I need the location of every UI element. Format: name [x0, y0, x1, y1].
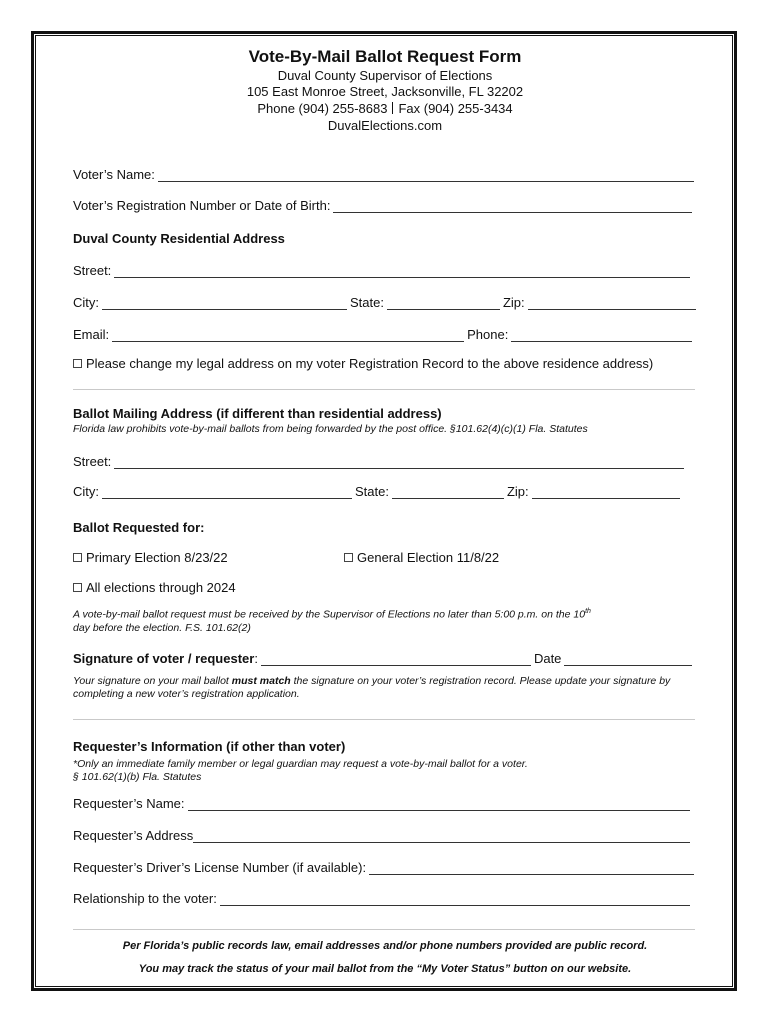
- general-election-label: General Election 11/8/22: [357, 550, 500, 565]
- requester-license-label: Requester’s Driver’s License Number (if available):: [73, 860, 367, 875]
- office-fax: Fax (904) 255-3434: [398, 101, 513, 116]
- section-divider: [73, 389, 695, 390]
- mailing-city-input[interactable]: [102, 488, 352, 499]
- checkbox-square[interactable]: [73, 359, 82, 368]
- residential-zip-input[interactable]: [528, 299, 696, 310]
- signature-row: [73, 651, 695, 666]
- mailing-street-input[interactable]: [114, 458, 684, 469]
- requester-name-input[interactable]: [188, 800, 690, 811]
- general-election-checkbox[interactable]: [344, 550, 499, 565]
- office-address: 105 East Monroe Street, Jacksonville, FL 32202: [246, 84, 524, 99]
- section-divider: [73, 719, 695, 720]
- tracking-notice: You may track the status of your mail ballot from the “My Voter Status” button on our website.: [138, 963, 632, 975]
- phone-label: Phone:: [467, 327, 509, 342]
- deadline-note: [73, 605, 698, 635]
- requester-note-line2: § 101.62(1)(b) Fla. Statutes: [73, 771, 202, 783]
- date-label: Date: [533, 651, 562, 666]
- residential-city-row: [73, 295, 699, 310]
- requester-name-field[interactable]: [73, 796, 693, 811]
- deadline-note-b: day before the election. F.S. 101.62(2): [73, 621, 251, 634]
- relationship-field[interactable]: [73, 891, 693, 906]
- voter-name-label: Voter’s Name:: [73, 167, 155, 182]
- checkbox-square[interactable]: [344, 553, 353, 562]
- deadline-note-a: A vote-by-mail ballot request must be received by the Supervisor of Elections no later than 5:00 p.m. on the 10: [73, 608, 586, 621]
- signature-note-a: Your signature on your mail ballot: [73, 675, 232, 687]
- signature-input[interactable]: [261, 655, 531, 666]
- signature-note: [73, 675, 698, 701]
- residential-street-field[interactable]: [73, 263, 693, 278]
- primary-election-label: Primary Election 8/23/22: [86, 550, 228, 565]
- mailing-zip-label: Zip:: [506, 484, 529, 499]
- date-input[interactable]: [564, 655, 692, 666]
- section-divider: [73, 929, 695, 930]
- signature-colon: :: [254, 651, 258, 666]
- voter-name-input[interactable]: [158, 171, 694, 182]
- signature-note-b: the signature on your voter’s registration record. Please update your signature by completing a new voter’s registration application.: [73, 675, 671, 700]
- residential-state-label: State:: [350, 295, 384, 310]
- mailing-state-input[interactable]: [392, 488, 504, 499]
- mailing-street-label: Street:: [73, 454, 112, 469]
- requester-license-field[interactable]: [73, 860, 697, 875]
- mailing-street-field[interactable]: [73, 454, 687, 469]
- voter-name-field[interactable]: [73, 167, 697, 182]
- requester-address-field[interactable]: [73, 828, 693, 843]
- office-phone: Phone (904) 255-8683: [257, 101, 388, 116]
- residential-heading: Duval County Residential Address: [73, 231, 285, 246]
- residential-city-input[interactable]: [102, 299, 347, 310]
- residential-email-row: [73, 327, 695, 342]
- residential-city-label: City:: [73, 295, 99, 310]
- checkbox-square[interactable]: [73, 583, 82, 592]
- mailing-city-label: City:: [73, 484, 99, 499]
- mailing-note: Florida law prohibits vote-by-mail ballots from being forwarded by the post office. §101.62(4)(c)(1) Fla. Statutes: [73, 423, 588, 435]
- public-records-notice: Per Florida’s public records law, email addresses and/or phone numbers provided are public record.: [122, 940, 648, 952]
- requester-address-label: Requester’s Address: [73, 828, 194, 843]
- primary-election-checkbox[interactable]: [73, 550, 228, 565]
- requester-heading: Requester’s Information (if other than voter): [73, 739, 346, 754]
- requester-address-input[interactable]: [193, 832, 690, 843]
- deadline-note-sup: th: [585, 608, 591, 615]
- office-name: Duval County Supervisor of Elections: [277, 68, 493, 83]
- voter-registration-field[interactable]: [73, 198, 695, 213]
- requester-license-input[interactable]: [369, 864, 694, 875]
- ballot-heading: Ballot Requested for:: [73, 520, 205, 535]
- residential-state-input[interactable]: [387, 299, 500, 310]
- signature-note-bold: must match: [231, 675, 291, 687]
- email-label: Email:: [73, 327, 110, 342]
- all-elections-label: All elections through 2024: [86, 580, 236, 595]
- contact-line: [0, 101, 770, 116]
- relationship-input[interactable]: [220, 895, 690, 906]
- checkbox-square[interactable]: [73, 553, 82, 562]
- voter-registration-label: Voter’s Registration Number or Date of Birth:: [73, 198, 331, 213]
- requester-note-line1: *Only an immediate family member or legal guardian may request a vote-by-mail ballot for a voter.: [73, 758, 528, 770]
- signature-label: Signature of voter / requester: [73, 651, 255, 666]
- all-elections-checkbox[interactable]: [73, 580, 236, 595]
- phone-input[interactable]: [511, 331, 692, 342]
- voter-registration-input[interactable]: [333, 202, 692, 213]
- form-title: Vote-By-Mail Ballot Request Form: [248, 47, 522, 66]
- residential-zip-label: Zip:: [502, 295, 525, 310]
- mailing-city-row: [73, 484, 683, 499]
- requester-note: [73, 758, 698, 784]
- change-address-label: Please change my legal address on my voter Registration Record to the above residence address): [86, 356, 654, 371]
- mailing-heading: Ballot Mailing Address (if different than residential address): [73, 406, 442, 421]
- email-input[interactable]: [112, 331, 464, 342]
- relationship-label: Relationship to the voter:: [73, 891, 217, 906]
- separator: [392, 102, 393, 114]
- residential-street-label: Street:: [73, 263, 112, 278]
- requester-name-label: Requester’s Name:: [73, 796, 185, 811]
- office-website: DuvalElections.com: [327, 118, 443, 133]
- mailing-zip-input[interactable]: [532, 488, 680, 499]
- residential-street-input[interactable]: [114, 267, 690, 278]
- change-address-checkbox[interactable]: [73, 356, 653, 371]
- mailing-state-label: State:: [355, 484, 389, 499]
